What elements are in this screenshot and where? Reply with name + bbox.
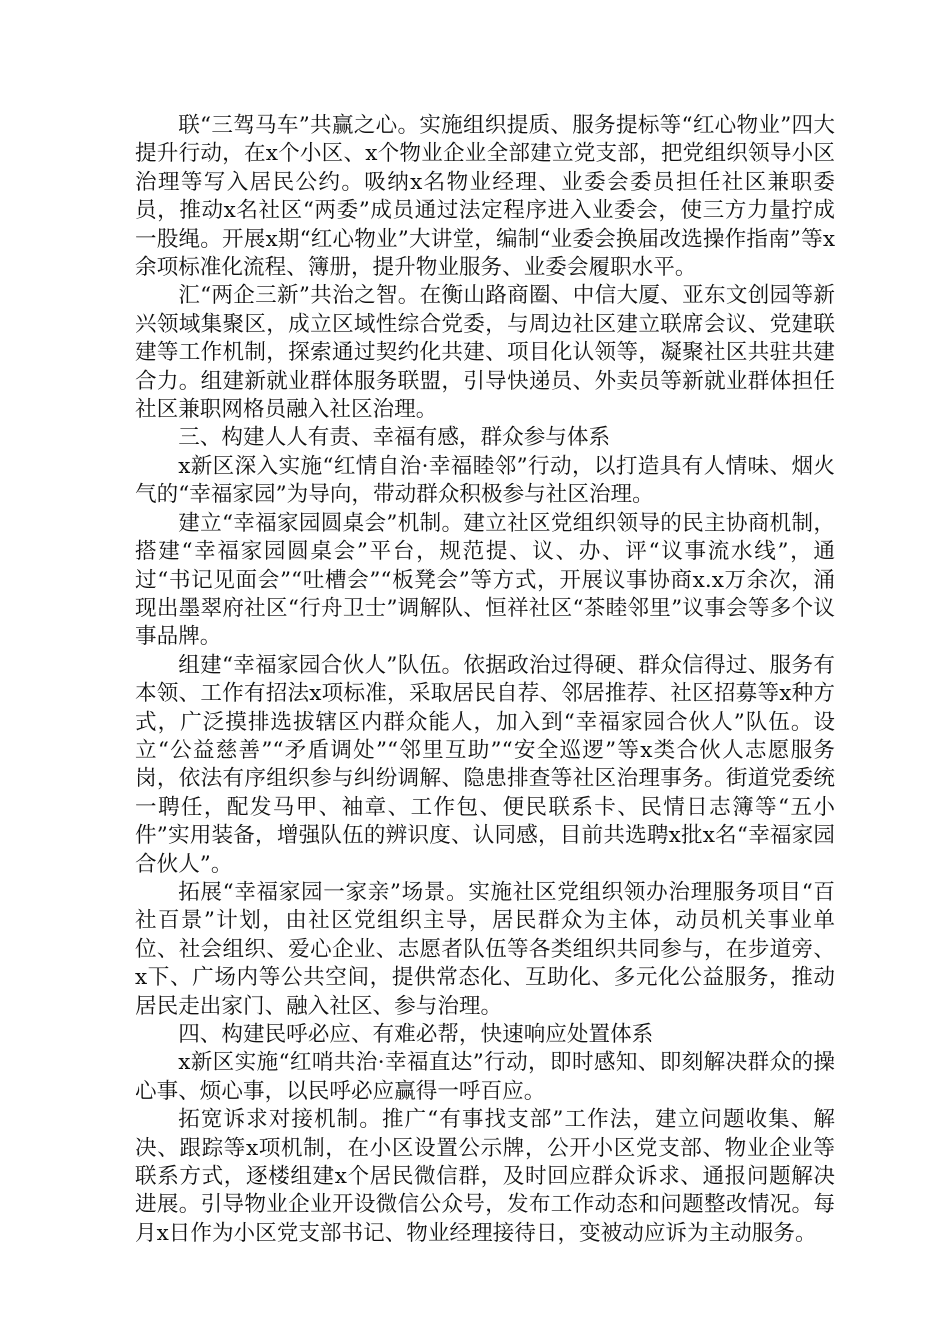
document-page [135,112,835,1248]
paragraph-three-carriages: 联“三驾马车”共赢之心。实施组织提质、服务提标等“红心物业”四大提升行动，在x个小区、x个物业企业全部建立党支部，把党组织领导小区治理等写入居民公约。吸纳x名物业经理、业委会委员担任社区兼职委员，推动x名社区“两委”成员通过法定程序进入业委会，使三方力量拧成一股绳。开展x期“红心物业”大讲堂，编制“业委会换届改选操作指南”等x余项标准化流程、簿册，提升物业服务、业委会履职水平。 [135,113,835,281]
paragraph-section-three-intro: x新区深入实施“红情自治·幸福睦邻”行动，以打造具有人情味、烟火气的“幸福家园”为导向，带动群众积极参与社区治理。 [135,453,835,508]
section-heading-four: 四、构建民呼必应、有难必帮，快速响应处置体系 [178,1022,654,1047]
paragraph-appeal-mechanism: 拓宽诉求对接机制。推广“有事找支部”工作法，建立问题收集、解决、跟踪等x项机制，在小区设置公示牌，公开小区党支部、物业企业等联系方式，逐楼组建x个居民微信群，及时回应群众诉求、通报问题解决进展。引导物业企业开设微信公众号，发布工作动态和问题整改情况。每月x日作为小区党支部书记、物业经理接待日，变被动应诉为主动服务。 [135,1107,835,1246]
paragraph-round-table: 建立“幸福家园圆桌会”机制。建立社区党组织领导的民主协商机制，搭建“幸福家园圆桌会”平台，规范提、议、办、评“议事流水线”，通过“书记见面会”“吐槽会”“板凳会”等方式，开展议事协商x.x万余次，涌现出墨翠府社区“行舟卫士”调解队、恒祥社区“茶睦邻里”议事会等多个议事品牌。 [135,510,835,650]
paragraph-section-four-intro: x新区实施“红哨共治·幸福直达”行动，即时感知、即刻解决群众的操心事、烦心事，以民呼必应赢得一呼百应。 [135,1050,835,1104]
paragraph-family-scene: 拓展“幸福家园一家亲”场景。实施社区党组织领办治理服务项目“百社百景”计划，由社区党组织主导，居民群众为主体，动员机关事业单位、社会组织、爱心企业、志愿者队伍等各类组织共同参与，在步道旁、x下、广场内等公共空间，提供常态化、互助化、多元化公益服务，推动居民走出家门、融入社区、参与治理。 [135,879,835,1019]
paragraph-partners: 组建“幸福家园合伙人”队伍。依据政治过得硬、群众信得过、服务有本领、工作有招法x项标准，采取居民自荐、邻居推荐、社区招募等x种方式，广泛摸排选拔辖区内群众能人，加入到“幸福家园合伙人”队伍。设立“公益慈善”“矛盾调处”“邻里互助”“安全巡逻”等x类合伙人志愿服务岗，依法有序组织参与纠纷调解、隐患排查等社区治理事务。街道党委统一聘任，配发马甲、袖章、工作包、便民联系卡、民情日志簿等“五小件”实用装备，增强队伍的辨识度、认同感，目前共选聘x批x名“幸福家园合伙人”。 [135,652,835,877]
paragraph-two-enterprises: 汇“两企三新”共治之智。在衡山路商圈、中信大厦、亚东文创园等新兴领域集聚区，成立区域性综合党委，与周边社区建立联席会议、党建联建等工作机制，探索通过契约化共建、项目化认领等，凝聚社区共驻共建合力。组建新就业群体服务联盟，引导快递员、外卖员等新就业群体担任社区兼职网格员融入社区治理。 [135,283,835,423]
section-heading-three: 三、构建人人有责、幸福有感，群众参与体系 [178,425,611,451]
